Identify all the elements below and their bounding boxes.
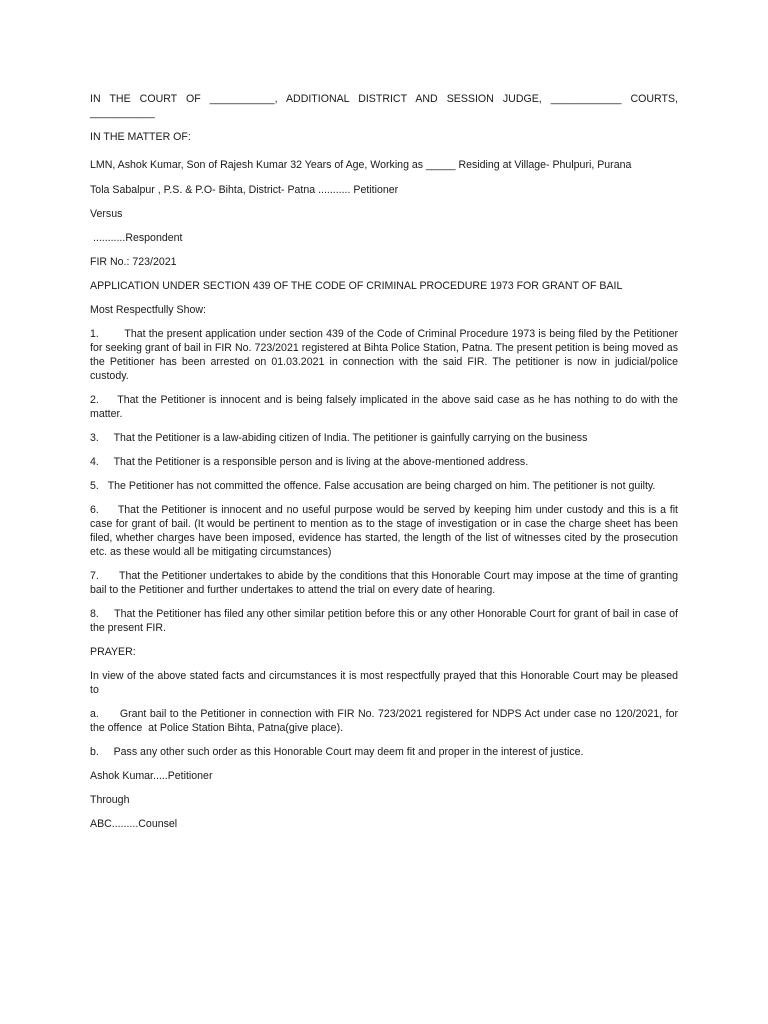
paragraph-text: That the Petitioner is innocent and is being falsely implicated in the above said case as he has nothing to do with the matter. (90, 394, 679, 420)
petitioner-signature: Ashok Kumar.....Petitioner (90, 770, 213, 782)
paragraph-text: The Petitioner has not committed the offence. False accusation are being charged on him. The petitioner is not guilty. (107, 480, 656, 492)
prayer-item-a (90, 707, 681, 735)
petitioner-details-line-1: LMN, Ashok Kumar, Son of Rajesh Kumar 32 Years of Age, Working as _____ Residing at Village- Phulpuri, Purana (90, 159, 632, 171)
paragraph-text: That the Petitioner is a responsible person and is living at the above-mentioned address. (113, 456, 529, 468)
prayer-item-text: Pass any other such order as this Honorable Court may deem fit and proper in the interest of justice. (113, 746, 584, 758)
paragraph-number: 8. (90, 608, 99, 620)
paragraph-number: 4. (90, 456, 99, 468)
paragraph-number: 3. (90, 432, 99, 444)
paragraph-text: That the Petitioner is a law-abiding citizen of India. The petitioner is gainfully carrying on the business (113, 432, 588, 444)
paragraph-number: 6. (90, 504, 99, 516)
paragraph-5 (90, 479, 678, 493)
application-title: APPLICATION UNDER SECTION 439 OF THE CODE OF CRIMINAL PROCEDURE 1973 FOR GRANT OF BAIL (90, 280, 623, 292)
court-heading: IN THE COURT OF ___________, ADDITIONAL DISTRICT AND SESSION JUDGE, ____________ COURTS, ___________ (90, 93, 678, 119)
prayer-intro: In view of the above stated facts and circumstances it is most respectfully prayed that this Honorable Court may be pleased to (90, 670, 678, 696)
prayer-item-text: Grant bail to the Petitioner in connection with FIR No. 723/2021 registered for NDPS Act under case no 120/2021, for the offence at Police Station Bihta, Patna(give place). (90, 708, 681, 734)
versus-label: Versus (90, 208, 123, 220)
most-respectfully-label: Most Respectfully Show: (90, 304, 206, 316)
paragraph-1 (90, 327, 678, 383)
paragraph-text: That the Petitioner is innocent and no useful purpose would be served by keeping him under custody and this is a fit case for grant of bail. (It would be pertinent to mention as to the stage of investigation or in case the charge sheet has been filed, whether charges have been imposed, evidence has started, the length of the list of witnesses cited by the prosecution etc. as these would all be mitigating circumstances) (90, 504, 678, 558)
petitioner-details-line-2: Tola Sabalpur , P.S. & P.O- Bihta, District- Patna ........... Petitioner (90, 184, 399, 196)
paragraph-number: 2. (90, 394, 99, 406)
paragraph-3 (90, 431, 678, 445)
paragraph-7 (90, 569, 678, 597)
paragraph-text: That the Petitioner undertakes to abide by the conditions that this Honorable Court may impose at the time of granting bail to the Petitioner and further undertakes to attend the trial on every date of hearing. (90, 570, 678, 596)
fir-number: FIR No.: 723/2021 (90, 256, 177, 268)
paragraph-4 (90, 455, 678, 469)
paragraph-2 (90, 393, 678, 421)
paragraph-8 (90, 607, 678, 635)
prayer-heading: PRAYER: (90, 646, 136, 658)
prayer-item-letter: a. (90, 708, 99, 720)
prayer-item-b (90, 745, 678, 759)
document-page (90, 92, 681, 841)
counsel-signature: ABC.........Counsel (90, 818, 178, 830)
in-the-matter-label: IN THE MATTER OF: (90, 131, 191, 143)
paragraph-6 (90, 503, 678, 559)
prayer-item-letter: b. (90, 746, 99, 758)
respondent-line: ...........Respondent (90, 232, 183, 244)
paragraph-number: 7. (90, 570, 99, 582)
paragraph-number: 1. (90, 328, 99, 340)
paragraph-text: That the Petitioner has filed any other similar petition before this or any other Honorable Court for grant of bail in case of the present FIR. (90, 608, 679, 634)
paragraph-text: That the present application under section 439 of the Code of Criminal Procedure 1973 is being filed by the Petitioner for seeking grant of bail in FIR No. 723/2021 registered at Bihta Police Station, Patna. The present petition is being moved as the Petitioner has been arrested on 01.03.2021 in connection with the said FIR. The petitioner is now in judicial/police custody. (90, 328, 678, 382)
paragraph-number: 5. (90, 480, 99, 492)
through-label: Through (90, 794, 130, 806)
